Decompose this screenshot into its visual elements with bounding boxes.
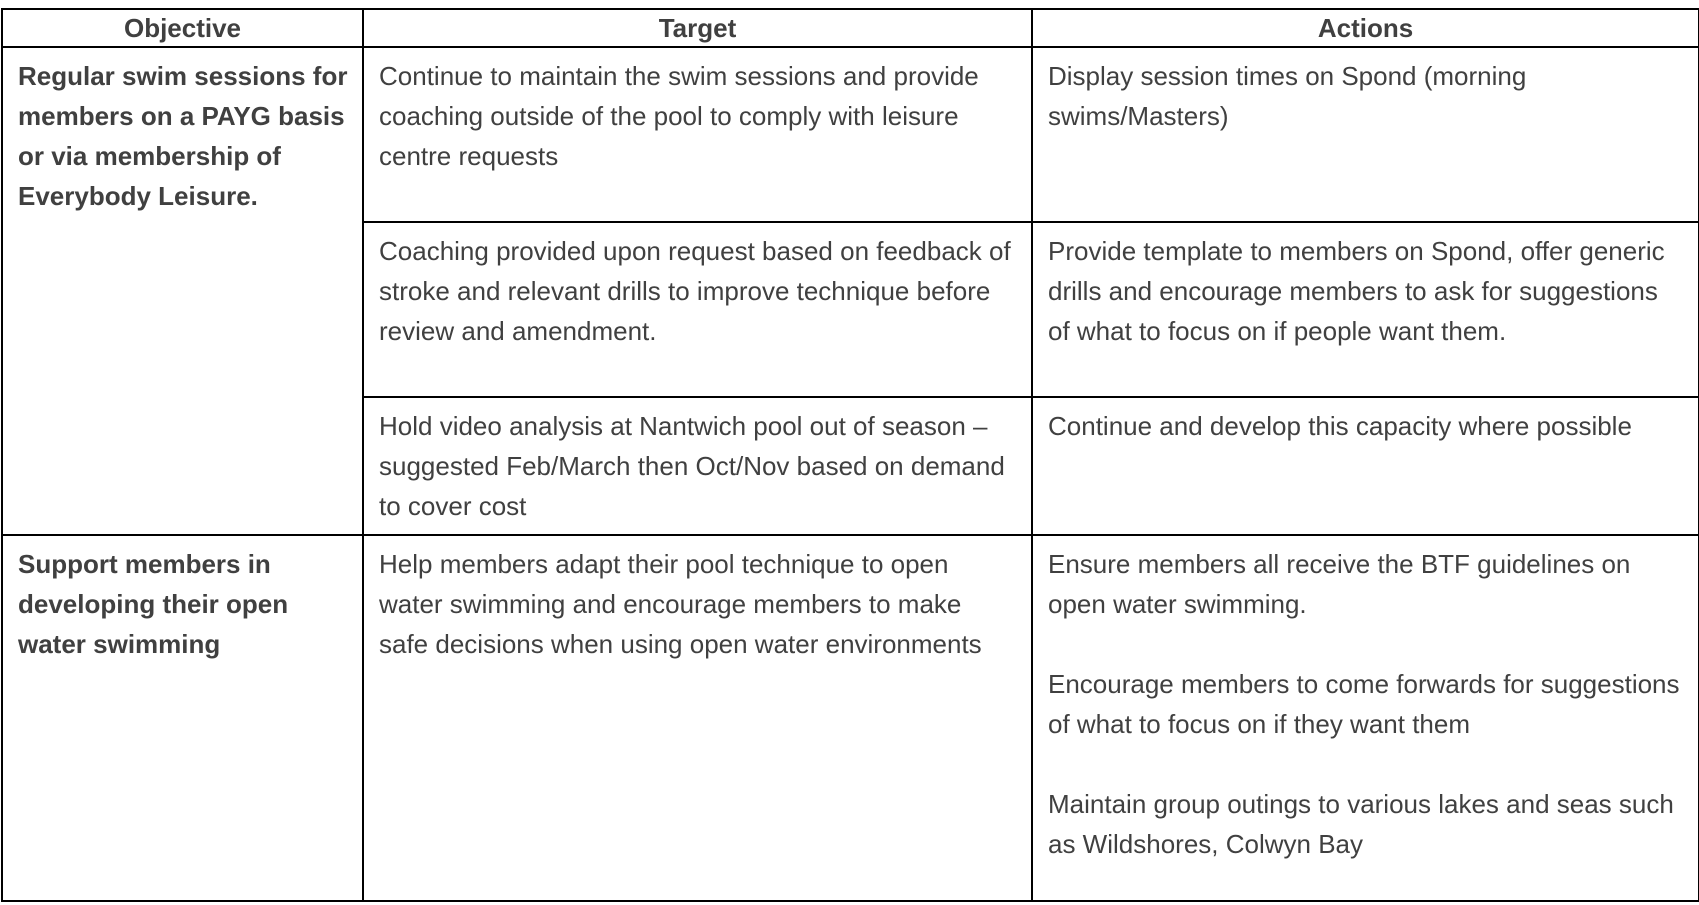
action-item: Provide template to members on Spond, offer generic drills and encourage members to ask for suggestions of what to focus on if people want them. xyxy=(1048,236,1665,346)
table-header-row xyxy=(2,9,1699,47)
objective-cell: Regular swim sessions for members on a PAYG basis or via membership of Everybody Leisure. xyxy=(2,47,363,535)
header-objective: Objective xyxy=(2,9,363,47)
objectives-table xyxy=(1,8,1699,902)
action-item: Encourage members to come forwards for suggestions of what to focus on if they want them xyxy=(1048,669,1680,739)
target-cell: Continue to maintain the swim sessions and provide coaching outside of the pool to comply with leisure centre requests xyxy=(363,47,1032,222)
target-cell: Help members adapt their pool technique to open water swimming and encourage members to make safe decisions when using open water environments xyxy=(363,535,1032,901)
target-cell: Coaching provided upon request based on feedback of stroke and relevant drills to improve technique before review and amendment. xyxy=(363,222,1032,397)
header-actions: Actions xyxy=(1032,9,1699,47)
actions-cell xyxy=(1032,222,1699,397)
actions-cell xyxy=(1032,535,1699,901)
action-item: Continue and develop this capacity where possible xyxy=(1048,411,1632,441)
table-row xyxy=(2,47,1699,222)
action-item: Maintain group outings to various lakes and seas such as Wildshores, Colwyn Bay xyxy=(1048,789,1674,859)
table-row xyxy=(2,535,1699,901)
action-item: Display session times on Spond (morning swims/Masters) xyxy=(1048,61,1527,131)
objective-cell: Support members in developing their open water swimming xyxy=(2,535,363,901)
target-cell: Hold video analysis at Nantwich pool out of season – suggested Feb/March then Oct/Nov based on demand to cover cost xyxy=(363,397,1032,535)
actions-cell xyxy=(1032,47,1699,222)
header-target: Target xyxy=(363,9,1032,47)
action-item: Ensure members all receive the BTF guidelines on open water swimming. xyxy=(1048,549,1631,619)
actions-cell xyxy=(1032,397,1699,535)
